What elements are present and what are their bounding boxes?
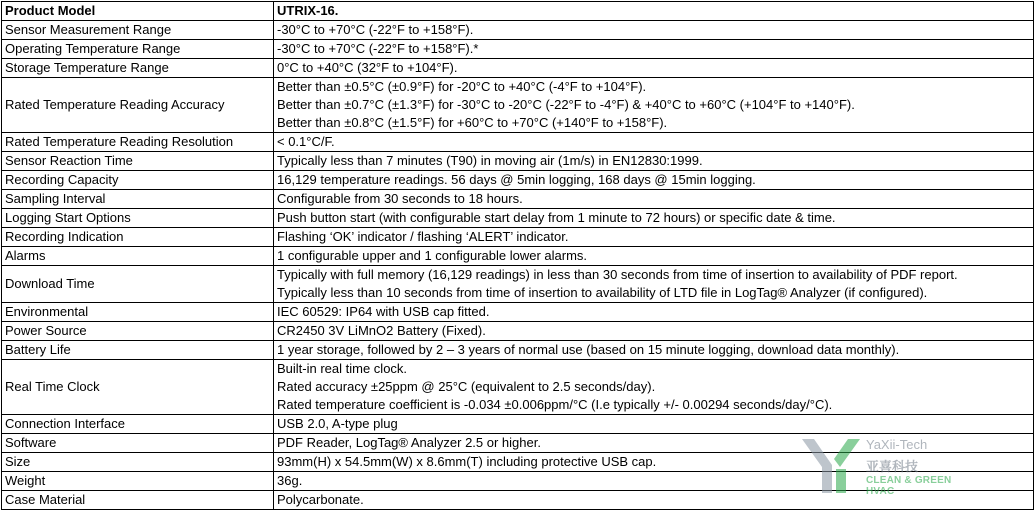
header-value: UTRIX-16. [274, 2, 1034, 21]
table-row [2, 190, 1034, 209]
table-row [2, 78, 1034, 133]
spec-label: Recording Capacity [2, 171, 274, 190]
spec-label: Case Material [2, 491, 274, 510]
spec-label: Storage Temperature Range [2, 59, 274, 78]
spec-value [274, 209, 1034, 228]
spec-label: Power Source [2, 322, 274, 341]
spec-value-line: 0°C to +40°C (32°F to +104°F). [277, 60, 458, 75]
spec-value [274, 78, 1034, 133]
table-row [2, 40, 1034, 59]
spec-label: Sensor Measurement Range [2, 21, 274, 40]
spec-value-line: USB 2.0, A-type plug [277, 416, 398, 431]
spec-label: Sensor Reaction Time [2, 152, 274, 171]
spec-label: Operating Temperature Range [2, 40, 274, 59]
spec-value [274, 322, 1034, 341]
table-row [2, 360, 1034, 415]
spec-value [274, 171, 1034, 190]
watermark-tagline: CLEAN & GREEN HVAC [866, 475, 952, 497]
spec-value-line: Polycarbonate. [277, 492, 364, 507]
table-row [2, 59, 1034, 78]
spec-value [274, 360, 1034, 415]
table-row [2, 266, 1034, 303]
table-row [2, 228, 1034, 247]
table-row [2, 247, 1034, 266]
spec-value-line: PDF Reader, LogTag® Analyzer 2.5 or higher. [277, 435, 541, 450]
spec-value-line: Flashing ‘OK’ indicator / flashing ‘ALERT’ indicator. [277, 229, 569, 244]
spec-value-line: 1 year storage, followed by 2 – 3 years of normal use (based on 15 minute logging, download data monthly). [277, 342, 900, 357]
table-row [2, 21, 1034, 40]
spec-label: Size [2, 453, 274, 472]
header-label: Product Model [2, 2, 274, 21]
spec-value-line: Better than ±0.7°C (±1.3°F) for -30°C to -20°C (-22°F to -4°F) & +40°C to +60°C (+104°F to +140°F). [277, 97, 855, 112]
spec-value-line: Rated temperature coefficient is -0.034 ±0.006ppm/°C (I.e typically +/- 0.00294 seconds/day/°C). [277, 397, 833, 412]
spec-label: Connection Interface [2, 415, 274, 434]
table-row [2, 171, 1034, 190]
spec-label: Alarms [2, 247, 274, 266]
spec-label: Battery Life [2, 341, 274, 360]
table-header-row [2, 2, 1034, 21]
spec-label: Rated Temperature Reading Accuracy [2, 78, 274, 133]
spec-value-line: < 0.1°C/F. [277, 134, 335, 149]
watermark-brand-cn: 亚喜科技 [866, 459, 919, 474]
spec-value-line: 1 configurable upper and 1 configurable lower alarms. [277, 248, 588, 263]
spec-label: Recording Indication [2, 228, 274, 247]
spec-value [274, 247, 1034, 266]
spec-value [274, 341, 1034, 360]
spec-value-line: Typically less than 7 minutes (T90) in moving air (1m/s) in EN12830:1999. [277, 153, 703, 168]
spec-value [274, 133, 1034, 152]
spec-value [274, 152, 1034, 171]
table-row [2, 341, 1034, 360]
table-row [2, 322, 1034, 341]
spec-label: Real Time Clock [2, 360, 274, 415]
table-row [2, 133, 1034, 152]
spec-value-line: 93mm(H) x 54.5mm(W) x 8.6mm(T) including protective USB cap. [277, 454, 657, 469]
spec-label: Rated Temperature Reading Resolution [2, 133, 274, 152]
table-row [2, 152, 1034, 171]
spec-value [274, 40, 1034, 59]
spec-value-line: Typically with full memory (16,129 readings) in less than 30 seconds from time of insertion to availability of PDF report. [277, 267, 958, 282]
yaxii-tech-watermark-logo [800, 437, 980, 497]
spec-label: Software [2, 434, 274, 453]
spec-value-line: Better than ±0.8°C (±1.5°F) for +60°C to +70°C (+140°F to +158°F). [277, 115, 668, 130]
spec-table [1, 1, 1034, 510]
spec-label: Logging Start Options [2, 209, 274, 228]
spec-value-line: IEC 60529: IP64 with USB cap fitted. [277, 304, 490, 319]
spec-value-line: Typically less than 10 seconds from time of insertion to availability of LTD file in LogTag® Analyzer (if configured). [277, 285, 928, 300]
spec-value-line: 16,129 temperature readings. 56 days @ 5min logging, 168 days @ 15min logging. [277, 172, 756, 187]
spec-value [274, 228, 1034, 247]
spec-value [274, 415, 1034, 434]
spec-value [274, 266, 1034, 303]
spec-value-line: Rated accuracy ±25ppm @ 25°C (equivalent to 2.5 seconds/day). [277, 379, 656, 394]
watermark-brand: YaXii-Tech [866, 437, 928, 452]
spec-value-line: Configurable from 30 seconds to 18 hours. [277, 191, 523, 206]
spec-label: Weight [2, 472, 274, 491]
spec-label: Download Time [2, 266, 274, 303]
spec-value-line: -30°C to +70°C (-22°F to +158°F). [277, 22, 474, 37]
spec-value-line: 36g. [277, 473, 303, 488]
spec-value [274, 21, 1034, 40]
spec-value [274, 190, 1034, 209]
y-logo-icon [800, 437, 862, 495]
spec-value [274, 59, 1034, 78]
spec-value-line: Better than ±0.5°C (±0.9°F) for -20°C to +40°C (-4°F to +104°F). [277, 79, 647, 94]
spec-label: Sampling Interval [2, 190, 274, 209]
spec-label: Environmental [2, 303, 274, 322]
spec-value [274, 303, 1034, 322]
table-row [2, 415, 1034, 434]
spec-value-line: Built-in real time clock. [277, 361, 408, 376]
spec-value-line: CR2450 3V LiMnO2 Battery (Fixed). [277, 323, 486, 338]
spec-value-line: Push button start (with configurable start delay from 1 minute to 72 hours) or specific date & time. [277, 210, 836, 225]
table-row [2, 303, 1034, 322]
spec-table-body [2, 2, 1034, 510]
spec-value-line: -30°C to +70°C (-22°F to +158°F).* [277, 41, 479, 56]
table-row [2, 209, 1034, 228]
